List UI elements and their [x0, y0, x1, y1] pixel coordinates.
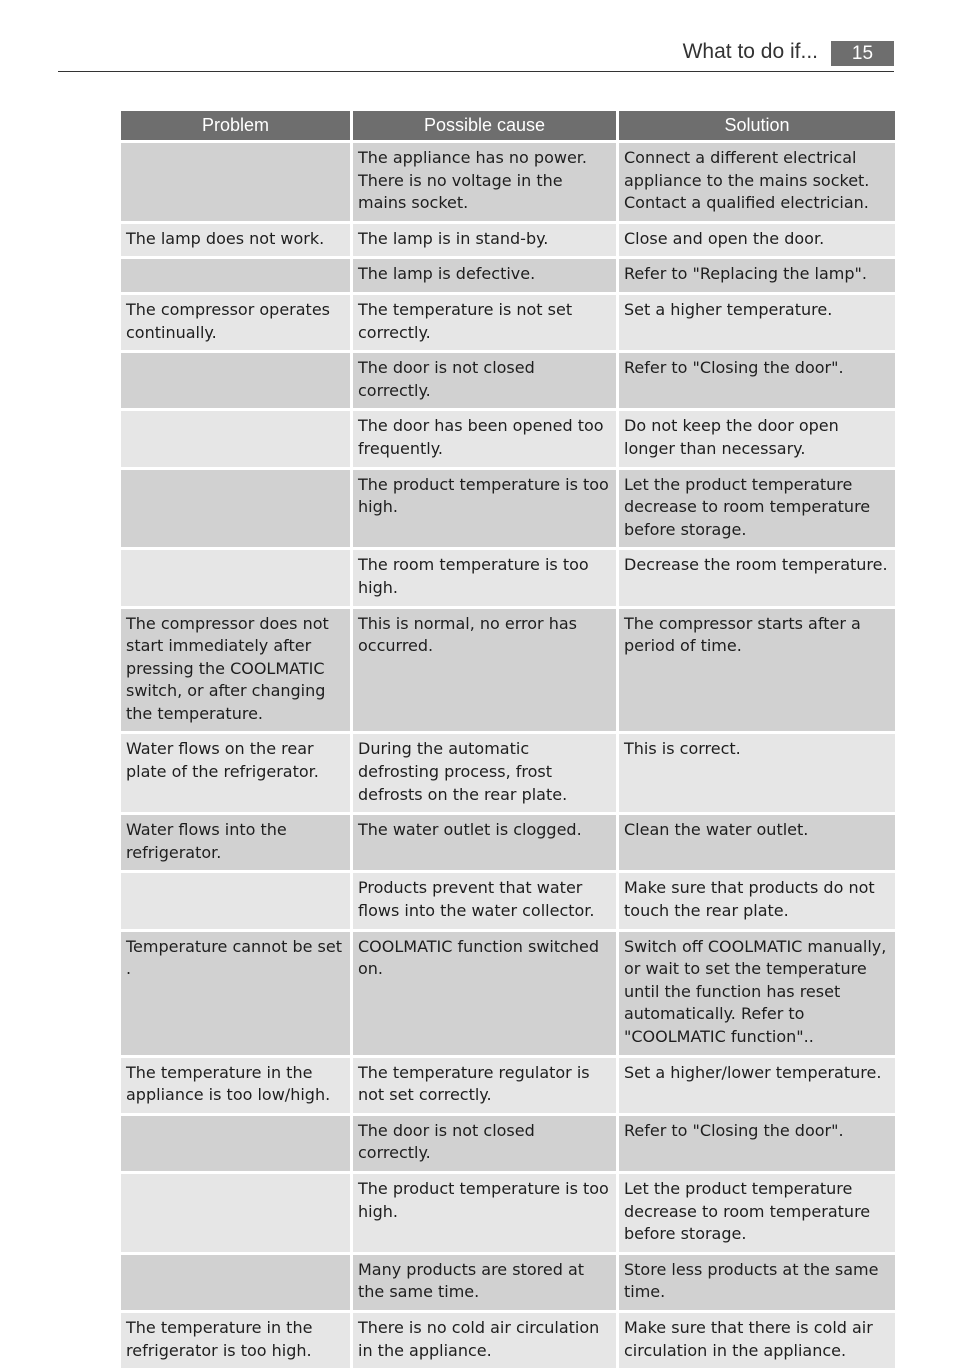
column-header-solution: Solution [619, 111, 895, 140]
table-row [121, 873, 895, 928]
table-row [121, 470, 895, 548]
table-row [121, 224, 895, 257]
problem-cell [121, 259, 350, 292]
problem-cell [121, 1116, 350, 1171]
cause-cell: Products prevent that water flows into the water collector. [353, 873, 616, 928]
table-row [121, 143, 895, 221]
table-row [121, 1174, 895, 1252]
solution-cell: Switch off COOLMATIC manually, or wait to set the temperature until the function has reset automatically. Refer to "COOLMATIC function".. [619, 932, 895, 1055]
column-header-cause: Possible cause [353, 111, 616, 140]
table-row [121, 353, 895, 408]
table-row [121, 932, 895, 1055]
cause-cell: Many products are stored at the same time. [353, 1255, 616, 1310]
troubleshooting-table [118, 108, 898, 1371]
problem-cell: The compressor operates continually. [121, 295, 350, 350]
solution-cell: Connect a different electrical appliance to the mains socket. Contact a qualified electrician. [619, 143, 895, 221]
problem-cell [121, 143, 350, 221]
solution-cell: This is correct. [619, 734, 895, 812]
cause-cell: The temperature is not set correctly. [353, 295, 616, 350]
problem-cell: Temperature cannot be set . [121, 932, 350, 1055]
solution-cell: Close and open the door. [619, 224, 895, 257]
table-row [121, 550, 895, 605]
solution-cell: Set a higher/lower temperature. [619, 1058, 895, 1113]
cause-cell: The door has been opened too frequently. [353, 411, 616, 466]
table-row [121, 609, 895, 732]
cause-cell: The appliance has no power. There is no voltage in the mains socket. [353, 143, 616, 221]
cause-cell: The room temperature is too high. [353, 550, 616, 605]
solution-cell: Set a higher temperature. [619, 295, 895, 350]
cause-cell: COOLMATIC function switched on. [353, 932, 616, 1055]
cause-cell: There is no cold air circulation in the appliance. [353, 1313, 616, 1368]
table-row [121, 411, 895, 466]
problem-cell [121, 550, 350, 605]
cause-cell: The water outlet is clogged. [353, 815, 616, 870]
problem-cell [121, 353, 350, 408]
solution-cell: Refer to "Closing the door". [619, 353, 895, 408]
cause-cell: The door is not closed correctly. [353, 353, 616, 408]
problem-cell: The temperature in the refrigerator is too high. [121, 1313, 350, 1368]
table-row [121, 815, 895, 870]
table-row [121, 1058, 895, 1113]
solution-cell: Refer to "Closing the door". [619, 1116, 895, 1171]
cause-cell: The temperature regulator is not set correctly. [353, 1058, 616, 1113]
table-row [121, 259, 895, 292]
solution-cell: Make sure that products do not touch the rear plate. [619, 873, 895, 928]
cause-cell: The door is not closed correctly. [353, 1116, 616, 1171]
problem-cell: Water flows on the rear plate of the refrigerator. [121, 734, 350, 812]
table-row [121, 1313, 895, 1368]
cause-cell: During the automatic defrosting process, frost defrosts on the rear plate. [353, 734, 616, 812]
problem-cell [121, 1255, 350, 1310]
table-row [121, 1116, 895, 1171]
solution-cell: Let the product temperature decrease to room temperature before storage. [619, 1174, 895, 1252]
problem-cell [121, 470, 350, 548]
cause-cell: This is normal, no error has occurred. [353, 609, 616, 732]
problem-cell [121, 873, 350, 928]
section-title: What to do if... [682, 40, 818, 63]
cause-cell: The lamp is defective. [353, 259, 616, 292]
table-row [121, 734, 895, 812]
solution-cell: Clean the water outlet. [619, 815, 895, 870]
problem-cell: The compressor does not start immediately after pressing the COOLMATIC switch, or after changing the temperature. [121, 609, 350, 732]
problem-cell [121, 1174, 350, 1252]
cause-cell: The lamp is in stand-by. [353, 224, 616, 257]
problem-cell [121, 411, 350, 466]
cause-cell: The product temperature is too high. [353, 1174, 616, 1252]
table-row [121, 295, 895, 350]
column-header-problem: Problem [121, 111, 350, 140]
solution-cell: Refer to "Replacing the lamp". [619, 259, 895, 292]
solution-cell: Decrease the room temperature. [619, 550, 895, 605]
solution-cell: Make sure that there is cold air circulation in the appliance. [619, 1313, 895, 1368]
cause-cell: The product temperature is too high. [353, 470, 616, 548]
page-number: 15 [831, 41, 894, 66]
solution-cell: Store less products at the same time. [619, 1255, 895, 1310]
table-header-row [121, 111, 895, 140]
solution-cell: Do not keep the door open longer than necessary. [619, 411, 895, 466]
problem-cell: The temperature in the appliance is too low/high. [121, 1058, 350, 1113]
problem-cell: Water flows into the refrigerator. [121, 815, 350, 870]
problem-cell: The lamp does not work. [121, 224, 350, 257]
table-row [121, 1255, 895, 1310]
solution-cell: Let the product temperature decrease to room temperature before storage. [619, 470, 895, 548]
header-divider [58, 71, 894, 72]
solution-cell: The compressor starts after a period of time. [619, 609, 895, 732]
